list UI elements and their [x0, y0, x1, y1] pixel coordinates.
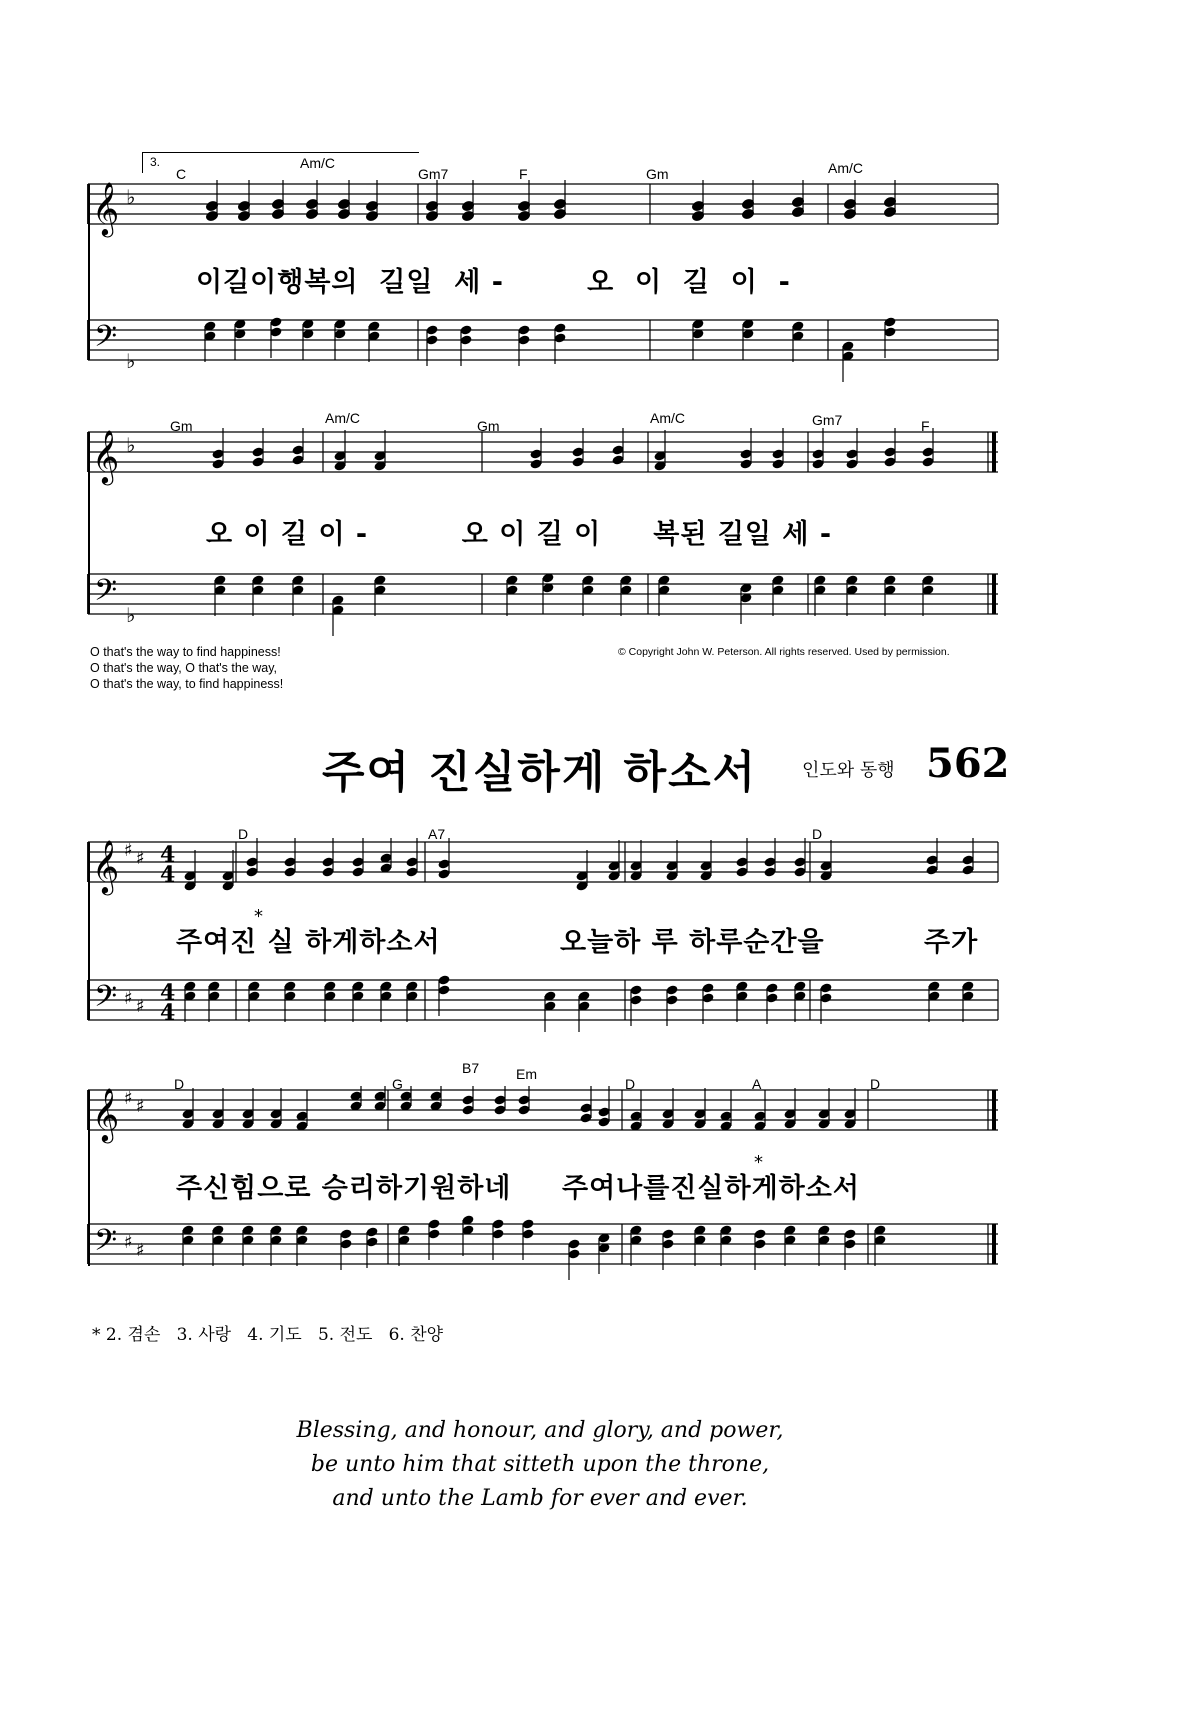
bass-staff-system-1 — [0, 306, 1181, 386]
chord-symbol: D — [812, 826, 823, 842]
english-line: O that's the way to find happiness! — [90, 645, 281, 659]
chord-symbol: F — [519, 166, 528, 182]
scripture-line: be unto him that sitteth upon the throne, — [310, 1452, 770, 1477]
chord-symbol: B7 — [462, 1060, 480, 1076]
lyrics-line-1: 이길이행복의 길일 세 - 오 이 길 이 - — [196, 267, 791, 298]
chord-symbol: Am/C — [325, 410, 360, 426]
svg-text:♯: ♯ — [124, 988, 133, 1009]
hymn-title: 주여 진실하게 하소서 — [322, 747, 758, 798]
chord-symbol: D — [625, 1076, 636, 1092]
system-bracket — [88, 842, 90, 1020]
svg-text:𝄢: 𝄢 — [94, 1224, 118, 1265]
svg-text:4: 4 — [160, 862, 176, 888]
svg-text:4: 4 — [160, 1000, 176, 1026]
lyrics-line-3b: 오늘하 루 하루순간을 — [560, 927, 825, 958]
treble-staff-system-1 — [0, 180, 1181, 250]
lyrics-line-4a: 주신힘으로 승리하기원하네 — [176, 1173, 512, 1204]
svg-text:𝄞: 𝄞 — [92, 181, 120, 235]
svg-text:4: 4 — [160, 980, 176, 1006]
svg-text:𝄞: 𝄞 — [92, 1087, 120, 1141]
svg-text:♯: ♯ — [124, 840, 133, 861]
volta-number: 3. — [150, 155, 161, 169]
svg-text:♭: ♭ — [126, 185, 136, 209]
svg-text:♯: ♯ — [124, 1088, 133, 1109]
bass-staff-system-3 — [0, 966, 1181, 1046]
chord-symbol: A — [752, 1076, 762, 1092]
chord-symbol: D — [870, 1076, 881, 1092]
chord-symbol: Am/C — [650, 410, 685, 426]
scripture-line: Blessing, and honour, and glory, and power, — [296, 1418, 784, 1443]
chord-symbol: D — [174, 1076, 185, 1092]
treble-staff-system-4 — [0, 1086, 1181, 1156]
chord-symbol: C — [176, 166, 187, 182]
svg-text:𝄢: 𝄢 — [94, 980, 118, 1021]
footnote-verses: * 2. 겸손 3. 사랑 4. 기도 5. 전도 6. 찬양 — [92, 1325, 444, 1345]
english-line: O that's the way, O that's the way, — [90, 661, 278, 675]
copyright-notice: © Copyright John W. Peterson. All rights reserved. Used by permission. — [618, 646, 950, 658]
system-bracket — [88, 432, 90, 614]
chord-symbol: G — [392, 1076, 403, 1092]
chord-symbol: F — [921, 418, 930, 434]
hymn-category: 인도와 동행 — [802, 760, 895, 781]
lyrics-line-4b: 주여나를진실하게하소서 — [562, 1173, 860, 1204]
system-bracket — [88, 184, 90, 360]
hymn-number: 562 — [926, 740, 1010, 787]
lyrics-line-3c: 주가 — [924, 927, 979, 958]
svg-text:♯: ♯ — [136, 1240, 145, 1261]
english-lyrics — [90, 644, 283, 692]
svg-text:4: 4 — [160, 842, 176, 868]
treble-staff-system-2 — [0, 428, 1181, 498]
english-line: O that's the way, to find happiness! — [90, 677, 284, 691]
svg-text:𝄞: 𝄞 — [92, 839, 120, 893]
svg-text:♭: ♭ — [126, 349, 136, 373]
scripture-line: and unto the Lamb for ever and ever. — [332, 1486, 748, 1511]
svg-text:𝄢: 𝄢 — [94, 320, 118, 361]
chord-symbol: Gm7 — [418, 166, 449, 182]
lyrics-asterisk: * — [754, 1152, 764, 1173]
svg-text:♯: ♯ — [136, 1096, 145, 1117]
svg-text:♭: ♭ — [126, 603, 136, 627]
chord-symbol: Am/C — [828, 160, 863, 176]
svg-text:♯: ♯ — [136, 996, 145, 1017]
lyrics-asterisk: * — [254, 906, 264, 927]
lyrics-line-3a: 주여진 실 하게하소서 — [176, 927, 441, 958]
scripture-quote — [190, 1414, 890, 1516]
svg-text:♭: ♭ — [126, 433, 136, 457]
lyrics-line-2: 오 이 길 이 - 오 이 길 이 복된 길일 세 - — [206, 519, 833, 550]
treble-staff-system-3 — [0, 838, 1181, 908]
svg-text:𝄢: 𝄢 — [94, 574, 118, 615]
chord-symbol: D — [238, 826, 249, 842]
system-bracket — [88, 1090, 90, 1266]
chord-symbol: Gm — [477, 418, 500, 434]
chord-symbol: Gm7 — [812, 412, 843, 428]
chord-symbol: A7 — [428, 826, 446, 842]
chord-symbol: Am/C — [300, 155, 335, 171]
svg-text:𝄞: 𝄞 — [92, 429, 120, 483]
svg-text:♯: ♯ — [136, 848, 145, 869]
chord-symbol: Gm — [646, 166, 669, 182]
bass-staff-system-4 — [0, 1210, 1181, 1310]
bass-staff-system-2 — [0, 560, 1181, 640]
chord-symbol: Gm — [170, 418, 193, 434]
chord-symbol: Em — [516, 1066, 537, 1082]
svg-text:♯: ♯ — [124, 1232, 133, 1253]
